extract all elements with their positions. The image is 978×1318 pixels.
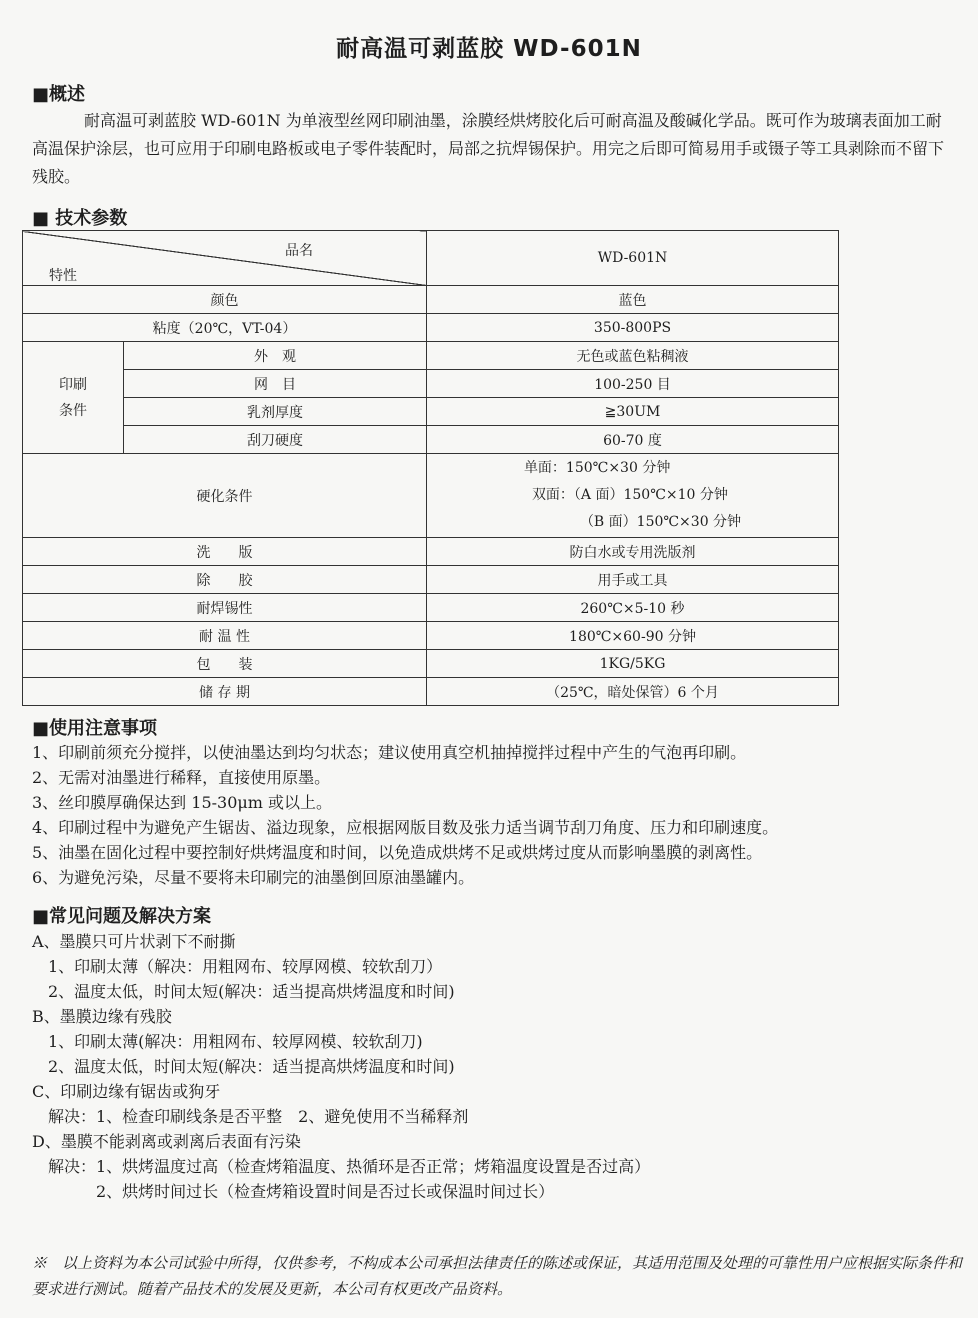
appearance-value: 无色或蓝色粘稠液 [427,342,839,370]
disclaimer-footnote: ※ 以上资料为本公司试验中所得，仅供参考，不构成本公司承担法律责任的陈述或保证，其适用范围及处理的可靠性用户应根据实际条件和要求进行测试。随着产品技术的发展及更新，本公司有权更改产品资料。 [32,1254,963,1298]
cure-line-1: 单面：150℃×30 分钟 [523,460,671,476]
faq-line: B、墨膜边缘有残胶 [32,1007,172,1026]
faq-line: 1、印刷太薄(解决：用粗网布、较厚网模、较软刮刀) [32,1032,423,1051]
solder-value: 260℃×5-10 秒 [427,594,839,622]
faq-line: 解决：1、检查印刷线条是否平整 2、避免使用不当稀释剂 [32,1107,469,1126]
faq-line: 解决：1、烘烤温度过高（检查烤箱温度、热循环是否正常；烤箱温度设置是否过高） [32,1157,651,1176]
list-item: 5、油墨在固化过程中要控制好烘烤温度和时间，以免造成烘烤不足或烘烤过度从而影响墨膜的剥离性。 [32,843,763,862]
color-label: 颜色 [23,286,427,314]
solder-label: 耐焊锡性 [23,594,427,622]
print-group-line2: 条件 [59,402,87,419]
table-row [23,622,839,650]
faq-line: 2、温度太低，时间太短(解决：适当提高烘烤温度和时间) [32,1057,455,1076]
usage-list [32,740,962,890]
faq-line: C、印刷边缘有锯齿或狗牙 [32,1082,221,1101]
pack-value: 1KG/5KG [427,650,839,678]
table-row [23,650,839,678]
table-row [23,314,839,342]
cure-line-2: 双面：（A 面）150℃×10 分钟 [531,487,728,503]
table-row [23,538,839,566]
squeegee-label: 刮刀硬度 [124,426,427,454]
faq-heading: ■常见问题及解决方案 [32,906,212,927]
table-row [23,342,839,370]
table-header-row [23,231,839,286]
header-property-label: 特性 [49,268,77,284]
header-name-label: 品名 [285,243,313,259]
faq-line: 2、温度太低，时间太短(解决：适当提高烘烤温度和时间) [32,982,455,1001]
viscosity-label: 粘度（20℃，VT-04） [23,314,427,342]
list-item: 6、为避免污染，尽量不要将未印刷完的油墨倒回原油墨罐内。 [32,868,475,887]
faq-line: 2、烘烤时间过长（检查烤箱设置时间是否过长或保温时间过长） [32,1182,555,1201]
specs-heading: ■ 技术参数 [32,208,128,229]
appearance-label: 外 观 [124,342,427,370]
faq-list [32,929,962,1204]
pack-label: 包 装 [23,650,427,678]
color-value: 蓝色 [427,286,839,314]
diagonal-header-cell [23,231,427,286]
temp-label: 耐 温 性 [23,622,427,650]
faq-line: 1、印刷太薄（解决：用粗网布、较厚网模、较软刮刀） [32,957,443,976]
emulsion-label: 乳剂厚度 [124,398,427,426]
table-row [23,426,839,454]
table-row [23,566,839,594]
faq-line: A、墨膜只可片状剥下不耐撕 [32,932,236,951]
squeegee-value: 60-70 度 [427,426,839,454]
remove-value: 用手或工具 [427,566,839,594]
emulsion-value: ≧30UM [427,398,839,426]
list-item: 4、印刷过程中为避免产生锯齿、溢边现象，应根据网版目数及张力适当调节刮刀角度、压力和印刷速度。 [32,818,779,837]
storage-label: 储 存 期 [23,678,427,706]
overview-paragraph [32,107,952,191]
page-title: 耐高温可剥蓝胶 WD-601N [336,36,642,62]
remove-label: 除 胶 [23,566,427,594]
table-row [23,370,839,398]
list-item: 1、印刷前须充分搅拌，以使油墨达到均匀状态；建议使用真空机抽掉搅拌过程中产生的气泡再印刷。 [32,743,747,762]
mesh-label: 网 目 [124,370,427,398]
spec-table [22,230,839,706]
table-row [23,594,839,622]
wash-label: 洗 版 [23,538,427,566]
usage-heading: ■使用注意事项 [32,718,158,739]
list-item: 3、丝印膜厚确保达到 15-30μm 或以上。 [32,793,333,812]
storage-value: （25℃，暗处保管）6 个月 [427,678,839,706]
viscosity-value: 350-800PS [427,314,839,342]
faq-line: D、墨膜不能剥离或剥离后表面有污染 [32,1132,301,1151]
cure-line-3: （B 面）150℃×30 分钟 [579,514,742,530]
overview-heading: ■概述 [32,84,86,105]
print-group-line1: 印刷 [59,376,87,393]
header-product-cell: WD-601N [427,231,839,286]
overview-text: 耐高温可剥蓝胶 WD-601N 为单液型丝网印刷油墨，涂膜经烘烤胶化后可耐高温及酸碱化学品。既可作为玻璃表面加工耐高温保护涂层，也可应用于印刷电路板或电子零件装配时，局部之抗焊锡保护。用完之后即可简易用手或镊子等工具剥除而不留下残胶。 [32,111,945,186]
list-item: 2、无需对油墨进行稀释，直接使用原墨。 [32,768,331,787]
table-row [23,454,839,538]
table-row [23,678,839,706]
cure-value-cell [427,454,839,538]
cure-label: 硬化条件 [23,454,427,538]
wash-value: 防白水或专用洗版剂 [427,538,839,566]
table-row [23,398,839,426]
table-row [23,286,839,314]
temp-value: 180℃×60-90 分钟 [427,622,839,650]
print-conditions-group [23,342,124,454]
mesh-value: 100-250 目 [427,370,839,398]
